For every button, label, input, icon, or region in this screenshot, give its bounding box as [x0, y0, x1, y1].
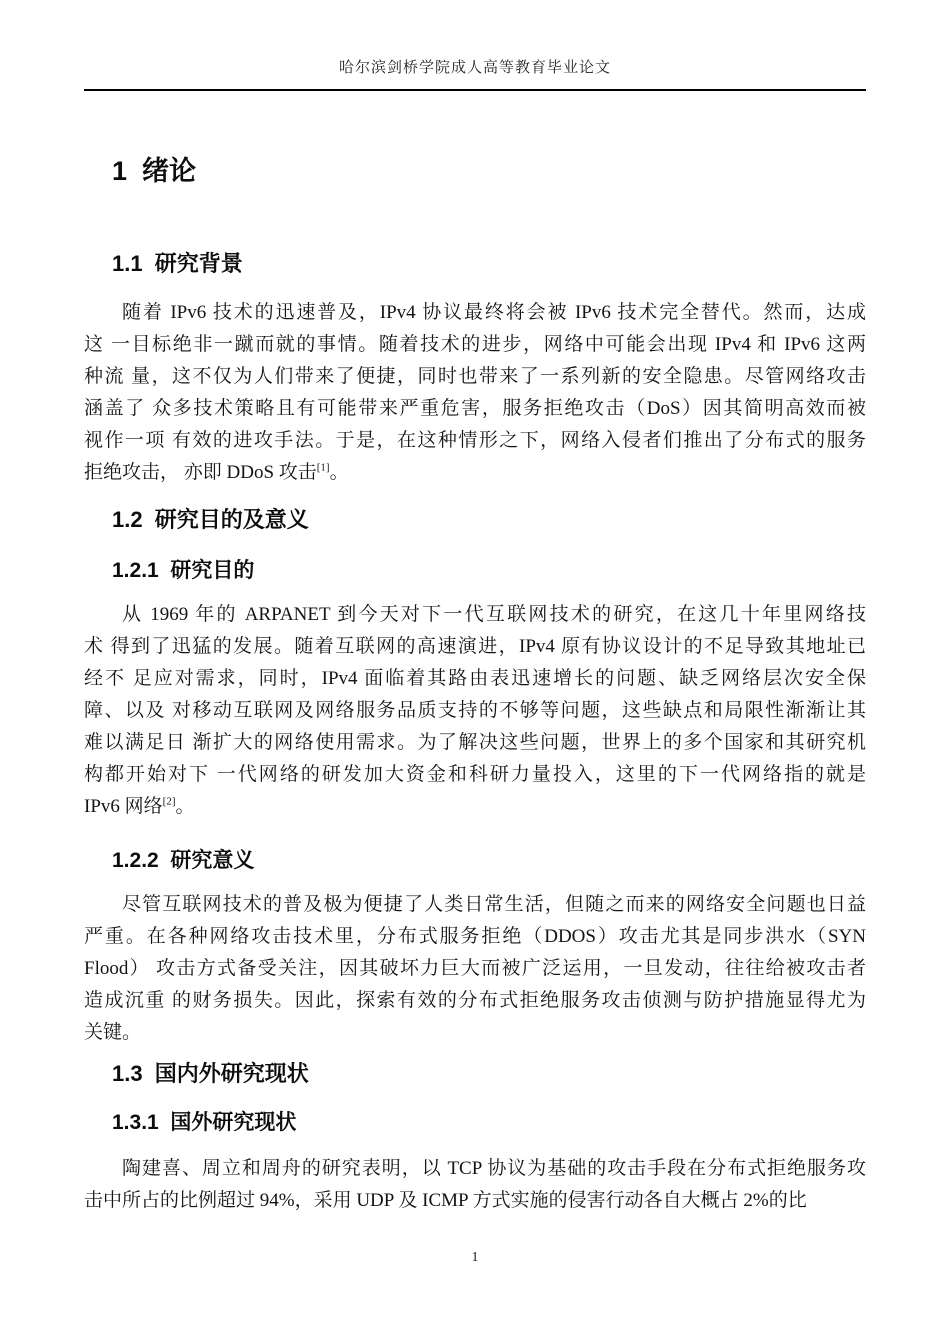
text-line: 障、以及 对移动互联网及网络服务品质支持的不够等问题，这些缺点和局限性渐渐让其: [84, 700, 866, 721]
page-number: 1: [471, 1250, 479, 1265]
text-line: 关键。: [84, 1022, 142, 1043]
citation-ref: [2]: [162, 795, 176, 808]
paragraph-research-purpose: [84, 599, 866, 823]
text-line: 经不 足应对需求，同时，IPv4 面临着其路由表迅速增长的问题、缺乏网络层次安全保: [84, 668, 866, 689]
paragraph-research-background: [84, 297, 866, 489]
page-footer: [0, 1250, 950, 1266]
heading-1-3-1-foreign-research-status: 1.3.1 国外研究现状: [112, 1111, 297, 1134]
text-line: 击中所占的比例超过 94%，采用 UDP 及 ICMP 方式实施的侵害行动各自大概占 2%的比: [84, 1190, 807, 1211]
text-line: 尽管互联网技术的普及极为便捷了人类日常生活，但随之而来的网络安全问题也日益: [122, 894, 866, 915]
heading-1-1-research-background: 1.1 研究背景: [112, 251, 243, 276]
text-line: 视作一项 有效的进攻手法。于是，在这种情形之下，网络入侵者们推出了分布式的服务: [84, 430, 866, 451]
text-line: 随着 IPv6 技术的迅速普及，IPv4 协议最终将会被 IPv6 技术完全替代。然而，达成: [122, 302, 866, 323]
text-line: 造成沉重 的财务损失。因此，探索有效的分布式拒绝服务攻击侦测与防护措施显得尤为: [84, 990, 866, 1011]
text-line: 种流 量，这不仅为人们带来了便捷，同时也带来了一系列新的安全隐患。尽管网络攻击: [84, 366, 866, 387]
paragraph-foreign-research-status: [84, 1153, 866, 1217]
header-divider: [84, 89, 866, 91]
text-line: 涵盖了 众多技术策略且有可能带来严重危害，服务拒绝攻击（DoS）因其简明高效而被: [84, 398, 866, 419]
header-title: 哈尔滨剑桥学院成人高等教育毕业论文: [338, 60, 611, 76]
text-line: Flood） 攻击方式备受关注，因其破坏力巨大而被广泛运用，一旦发动，往往给被攻击者: [84, 958, 866, 979]
text-line: 陶建喜、周立和周舟的研究表明，以 TCP 协议为基础的攻击手段在分布式拒绝服务攻: [122, 1158, 866, 1179]
text-line: 这 一目标绝非一蹴而就的事情。随着技术的进步，网络中可能会出现 IPv4 和 IPv6 这两: [84, 334, 866, 355]
heading-chapter-1: 1 绪论: [112, 156, 197, 186]
paragraph-research-significance: [84, 889, 866, 1049]
text-line: 难以满足日 渐扩大的网络使用需求。为了解决这些问题，世界上的多个国家和其研究机: [84, 732, 866, 753]
page-header: [84, 58, 866, 91]
text-line: 从 1969 年的 ARPANET 到今天对下一代互联网技术的研究，在这几十年里网络技: [122, 604, 866, 625]
text-line: 严重。在各种网络攻击技术里，分布式服务拒绝（DDOS）攻击尤其是同步洪水（SYN: [84, 926, 866, 947]
heading-1-2-purpose-significance: 1.2 研究目的及意义: [112, 507, 309, 532]
heading-1-2-1-research-purpose: 1.2.1 研究目的: [112, 559, 255, 582]
heading-1-3-research-status: 1.3 国内外研究现状: [112, 1061, 309, 1086]
text-line: 拒绝攻击， 亦即 DDoS 攻击[1]。: [84, 461, 349, 483]
citation-ref: [1]: [316, 461, 330, 474]
text-line: 术 得到了迅猛的发展。随着互联网的高速演进，IPv4 原有协议设计的不足导致其地址已: [84, 636, 866, 657]
heading-1-2-2-research-significance: 1.2.2 研究意义: [112, 849, 255, 872]
text-line: IPv6 网络[2]。: [84, 795, 195, 817]
text-line: 构都开始对下 一代网络的研发加大资金和科研力量投入，这里的下一代网络指的就是: [84, 764, 866, 785]
